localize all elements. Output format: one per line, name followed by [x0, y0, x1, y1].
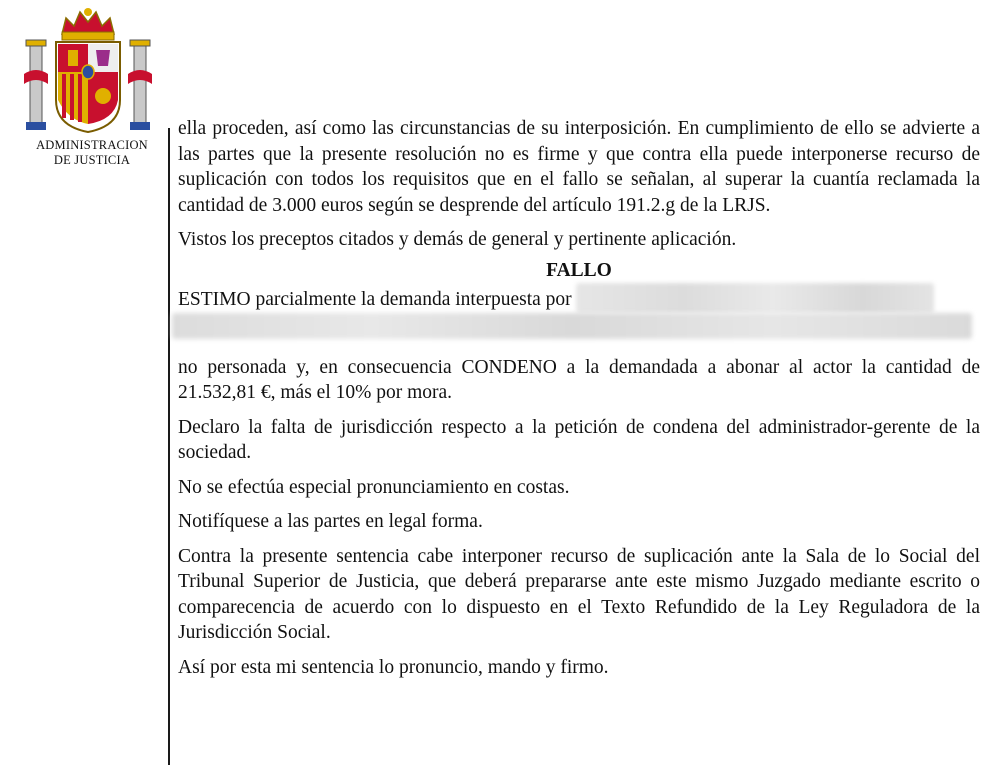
- organization-line-2: DE JUSTICIA: [53, 153, 131, 167]
- redacted-text-block: [576, 283, 934, 313]
- section-heading-fallo: FALLO: [546, 259, 612, 281]
- paragraph-estimo: [178, 287, 980, 313]
- spain-coat-of-arms-icon: [22, 4, 154, 136]
- paragraph-recurso: Contra la presente sentencia cabe interponer recurso de suplicación ante la Sala de lo Social del Tribunal Superior de Justicia, que deberá prepararse ante este mismo Juzgado mediante escrito o comparecencia de acuerdo con lo dispuesto en el Texto Refundido de la Ley Reguladora de la Jurisdicción Social.: [178, 545, 980, 644]
- letterhead-logo: [18, 4, 158, 174]
- paragraph-condeno: no personada y, en consecuencia CONDENO a la demandada a abonar al actor la cantidad de 21.532,81 €, más el 10% por mora.: [178, 356, 980, 404]
- organization-line-1: ADMINISTRACION: [36, 138, 148, 152]
- paragraph-notificacion: Notifíquese a las partes en legal forma.: [178, 511, 483, 533]
- document-body: [178, 116, 980, 689]
- margin-rule: [168, 128, 170, 765]
- paragraph-jurisdiccion: Declaro la falta de jurisdicción respecto a la petición de condena del administrador-gerente de la sociedad.: [178, 416, 980, 464]
- paragraph-costas: No se efectúa especial pronunciamiento en costas.: [178, 476, 570, 498]
- redacted-text-block: [172, 313, 972, 339]
- organization-name: [18, 138, 166, 168]
- estimo-text: ESTIMO parcialmente la demanda interpuesta por: [178, 289, 572, 310]
- paragraph-appeal-notice: ella proceden, así como las circunstancias de su interposición. En cumplimiento de ello se advierte a las partes que la presente resolución no es firme y que contra ella puede interponerse recurso de suplicación con todos los requisitos que en el fallo se señalan, al superar la cuantía reclamada la cantidad de 3.000 euros según se desprende del artículo 191.2.g de la LRJS.: [178, 118, 980, 216]
- paragraph-vistos: Vistos los preceptos citados y demás de general y pertinente aplicación.: [178, 229, 737, 250]
- paragraph-firma: Así por esta mi sentencia lo pronuncio, mando y firmo.: [178, 656, 609, 678]
